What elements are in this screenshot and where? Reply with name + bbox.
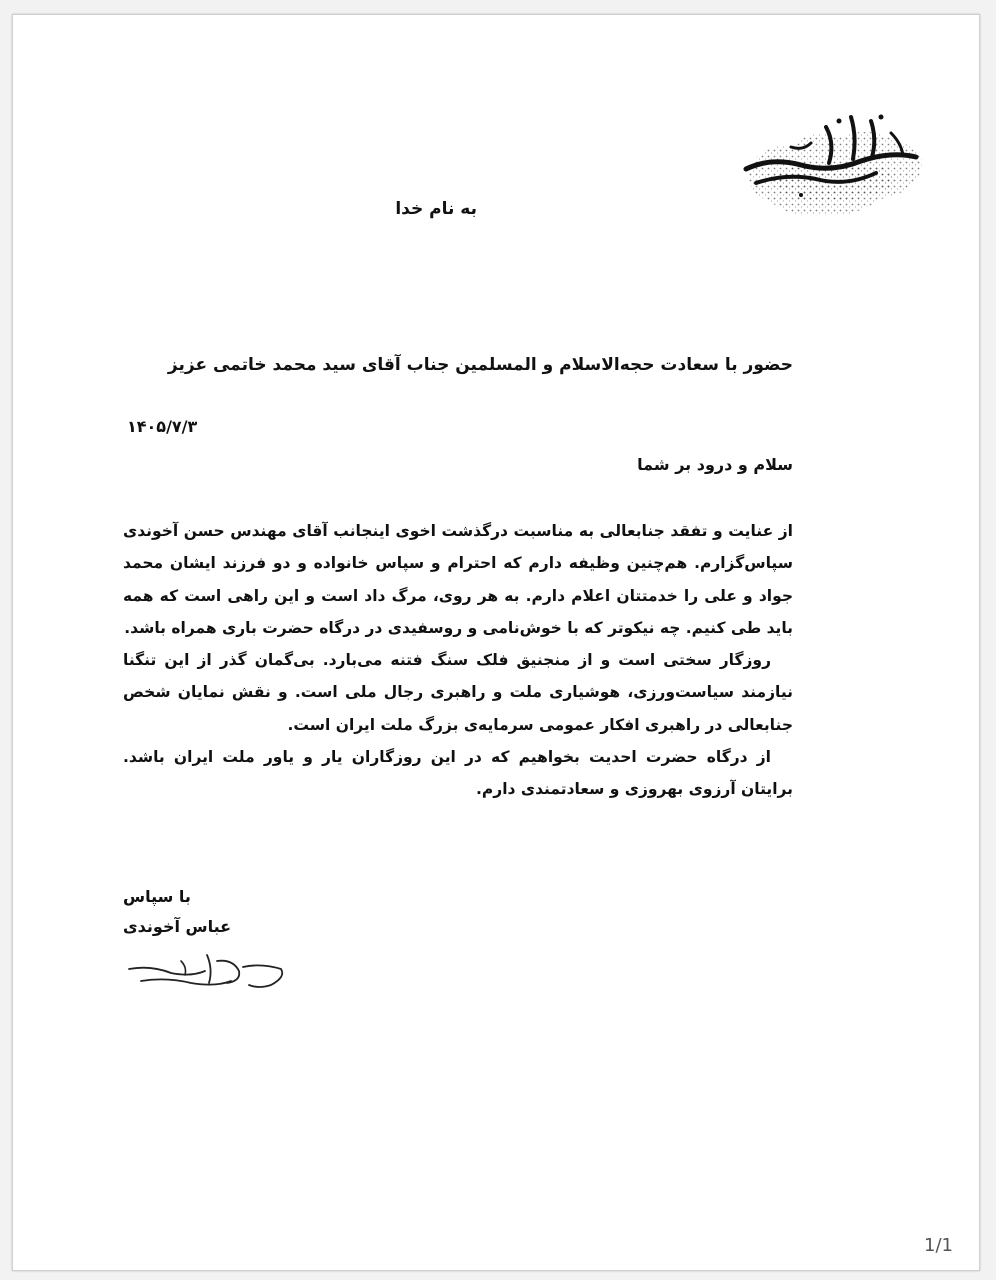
- letter-date: ۱۴۰۵/۷/۳: [127, 417, 198, 436]
- addressee-line: حضور با سعادت حجه‌الاسلام و المسلمین جناب آقای سید محمد خاتمی عزیز: [167, 355, 793, 375]
- letterhead-calligraphy-logo: [731, 107, 931, 225]
- closing-line: با سپاس: [123, 887, 191, 906]
- page-counter: 1/1: [924, 1235, 953, 1256]
- handwritten-signature: [121, 947, 291, 997]
- greeting-line: سلام و درود بر شما: [637, 455, 793, 474]
- letter-page: [12, 14, 980, 1271]
- signer-name: عباس آخوندی: [123, 917, 232, 936]
- body-paragraph-2: روزگار سختی است و از منجنیق فلک سنگ فتنه می‌بارد. بی‌گمان گذر از این تنگنا نیازمند سیاست‌ورزی، هوشیاری ملت و راهبری رجال ملی است. و نقش نمایان شخص جنابعالی در راهبری افکار عمومی سرمایه‌ی بزرگ ملت ایران است.: [123, 651, 793, 734]
- basmala-heading: به نام خدا: [395, 199, 477, 219]
- letter-body: [123, 515, 793, 806]
- body-paragraph-1: از عنایت و تفقد جنابعالی به مناسبت درگذشت اخوی اینجانب آقای مهندس حسن آخوندی سپاس‌گزارم. هم‌چنین وظیفه دارم که احترام و سپاس خانواده و دو فرزند ایشان محمد جواد و علی را خدمتتان اعلام دارم. به هر روی، مرگ داد است و این راهی است که همه باید طی کنیم. چه نیکوتر که با خوش‌نامی و روسفیدی در درگاه حضرت باری همراه باشد.: [123, 522, 793, 637]
- body-paragraph-3: از درگاه حضرت احدیت بخواهیم که در این روزگاران یار و یاور ملت ایران باشد. برایتان آرزوی بهروزی و سعادتمندی دارم.: [123, 748, 793, 799]
